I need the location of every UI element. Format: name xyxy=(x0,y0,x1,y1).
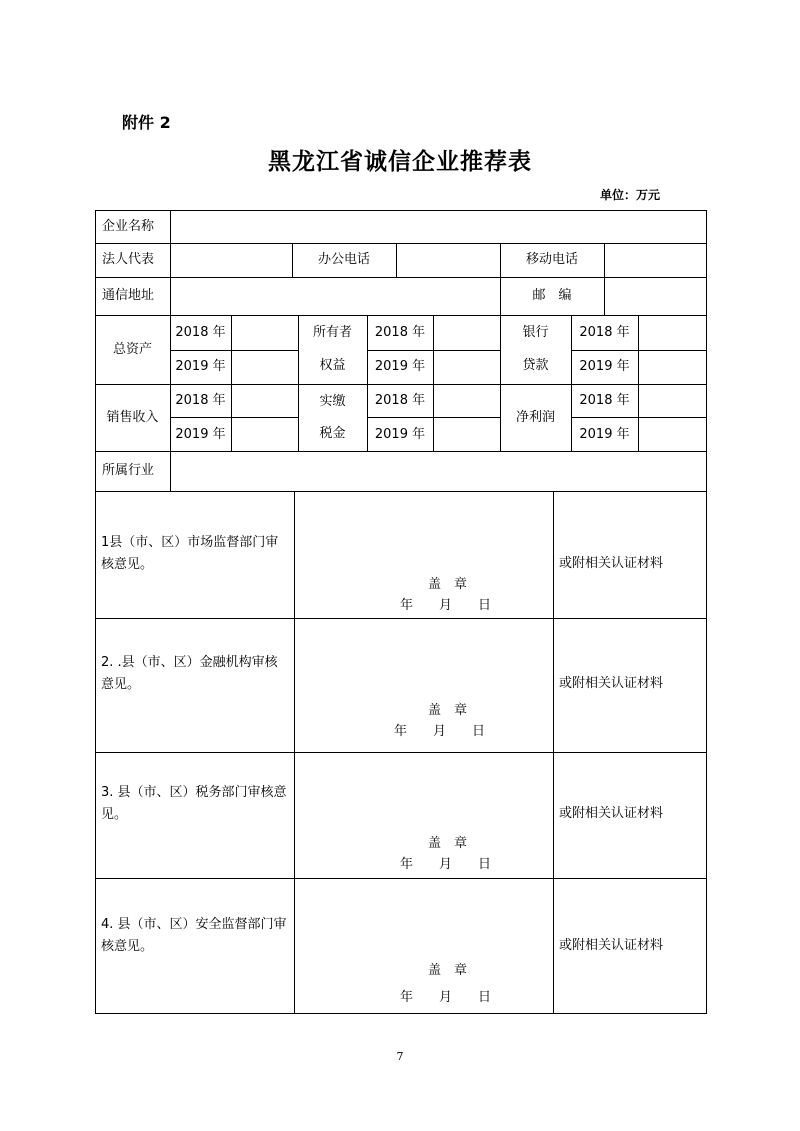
year-2019-label: 2019 年 xyxy=(175,359,226,374)
seal-label: 盖 章 xyxy=(428,963,468,978)
year-2019-label: 2019 年 xyxy=(579,427,630,442)
page-number: 7 xyxy=(396,1050,404,1063)
year-2018-label: 2018 年 xyxy=(175,393,226,408)
review-section-label: 4. 县（市、区）安全监督部门审核意见。 xyxy=(101,917,287,954)
loan-label-line2: 贷款 xyxy=(522,358,549,373)
date-label: 年 月 日 xyxy=(400,857,492,872)
year-2018-label: 2018 年 xyxy=(579,325,630,340)
year-2019-label: 2019 年 xyxy=(374,427,426,442)
address-label: 通信地址 xyxy=(102,288,155,303)
review-section-label: 3. 县（市、区）税务部门审核意见。 xyxy=(101,785,287,822)
year-2018-label: 2018 年 xyxy=(175,325,226,340)
attachment-note: 或附相关认证材料 xyxy=(559,676,664,691)
attachment-note: 或附相关认证材料 xyxy=(559,556,664,571)
total-assets-label: 总资产 xyxy=(112,342,152,357)
page-title: 黑龙江省诚信企业推荐表 xyxy=(268,149,532,175)
date-label: 年 月 日 xyxy=(394,724,486,739)
review-section-label: 2. .县（市、区）金融机构审核意见。 xyxy=(101,655,278,692)
sales-label: 销售收入 xyxy=(106,410,159,425)
postcode-label: 邮 编 xyxy=(532,288,572,303)
company-name-label: 企业名称 xyxy=(102,219,155,234)
year-2018-label: 2018 年 xyxy=(579,393,630,408)
year-2018-label: 2018 年 xyxy=(374,325,426,340)
attachment-note: 或附相关认证材料 xyxy=(559,938,664,953)
seal-label: 盖 章 xyxy=(428,703,468,718)
attachment-note: 或附相关认证材料 xyxy=(559,806,664,821)
year-2019-label: 2019 年 xyxy=(374,359,426,374)
seal-label: 盖 章 xyxy=(428,577,468,592)
year-2019-label: 2019 年 xyxy=(579,359,630,374)
year-2019-label: 2019 年 xyxy=(175,427,226,442)
tax-label-line1: 实缴 xyxy=(319,394,346,409)
review-section-label: 1县（市、区）市场监督部门审核意见。 xyxy=(101,535,279,572)
date-label: 年 月 日 xyxy=(400,598,492,613)
date-label: 年 月 日 xyxy=(400,990,492,1005)
year-2018-label: 2018 年 xyxy=(374,393,426,408)
equity-label-line1: 所有者 xyxy=(312,325,352,340)
unit-label: 单位：万元 xyxy=(600,188,661,202)
equity-label-line2: 权益 xyxy=(319,358,346,373)
office-phone-label: 办公电话 xyxy=(317,252,370,267)
seal-label: 盖 章 xyxy=(428,836,468,851)
industry-label: 所属行业 xyxy=(102,463,155,478)
loan-label-line1: 银行 xyxy=(522,325,549,340)
tax-label-line2: 税金 xyxy=(319,426,346,441)
net-profit-label: 净利润 xyxy=(515,410,555,425)
legal-rep-label: 法人代表 xyxy=(102,252,155,267)
attachment-label: 附件 2 xyxy=(122,113,171,132)
mobile-phone-label: 移动电话 xyxy=(525,252,578,267)
